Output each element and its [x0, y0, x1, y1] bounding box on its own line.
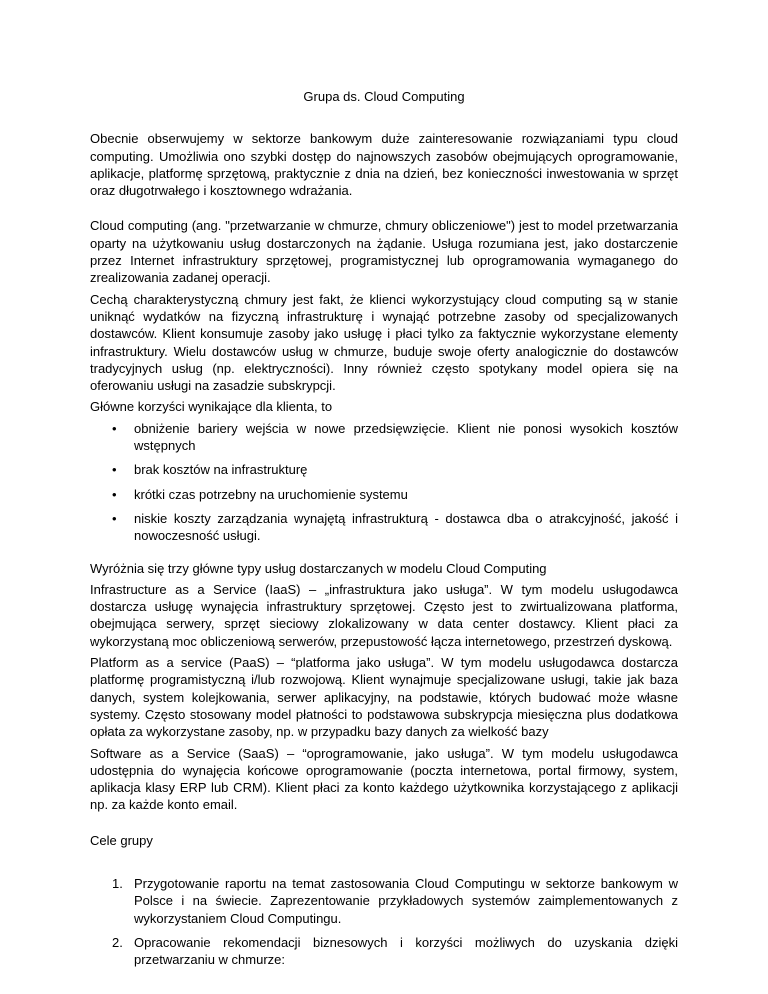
- benefits-intro: Główne korzyści wynikające dla klienta, to: [90, 399, 333, 415]
- bullet-icon: •: [112, 486, 117, 502]
- list-item: 2. Opracowanie rekomendacji biznesowych i korzyści możliwych do uzyskania dzięki przetwarzaniu w chmurze:: [112, 934, 678, 968]
- document-page: [90, 88, 678, 975]
- benefits-list: [90, 420, 678, 545]
- document-title: Grupa ds. Cloud Computing: [303, 89, 465, 104]
- bullet-icon: •: [112, 510, 117, 526]
- list-number: 2.: [112, 934, 123, 950]
- list-item: • niskie koszty zarządzania wynajętą infrastrukturą - dostawca dba o atrakcyjność, jakość i nowoczesność usługi.: [112, 510, 678, 544]
- definition-paragraph: Cloud computing (ang. "przetwarzanie w chmurze, chmury obliczeniowe") jest to model przetwarzania oparty na użytkowaniu usług dostarczonych na żądanie. Usługa rozumiana jest, jako dostarczenie przez Internet infrastruktury sprzętowej, programistycznej lub oprogramowania wymaganego do zrealizowania zadanej operacji.: [90, 218, 678, 286]
- saas-paragraph: Software as a Service (SaaS) – “oprogramowanie, jako usługa”. W tym modelu usługodawca udostępnia do wynajęcia końcowe oprogramowanie (poczta internetowa, portal firmowy, system, aplikacja klasy ERP lub CRM). Klient płaci za konto każdego użytkownika korzystającego z aplikacji np. za każde konto email.: [90, 745, 678, 813]
- list-number: 1.: [112, 875, 123, 891]
- bullet-icon: •: [112, 420, 117, 436]
- intro-paragraph: Obecnie obserwujemy w sektorze bankowym duże zainteresowanie rozwiązaniami typu cloud computing. Umożliwia ono szybki dostęp do najnowszych zasobów obejmujących oprogramowanie, aplikacje, platformę sprzętową, praktycznie z dnia na dzień, bez konieczności inwestowania w sprzęt oraz długotrwałego i kosztownego wdrażania.: [90, 131, 678, 199]
- characteristic-paragraph: Cechą charakterystyczną chmury jest fakt, że klienci wykorzystujący cloud computing są w stanie uniknąć wydatków na fizyczną infrastrukturę i wynająć potrzebne zasoby od specjalizowanych dostawców. Klient konsumuje zasoby jako usługę i płaci tylko za faktycznie wykorzystane elementy infrastruktury. Wielu dostawców usług w chmurze, buduje swoje oferty analogicznie do dostawców tradycyjnych usług (np. elektryczności). Inny również często spotykany model opiera się na oferowaniu usługi na zasadzie subskrypcji.: [90, 291, 678, 394]
- goals-list: [90, 875, 678, 968]
- list-item: • brak kosztów na infrastrukturę: [112, 462, 308, 478]
- list-item: 1. Przygotowanie raportu na temat zastosowania Cloud Computingu w sektorze bankowym w Polsce i na świecie. Zaprezentowanie przykładowych systemów zaimplementowanych z wykorzystaniem Cloud Computingu.: [112, 875, 678, 926]
- bullet-icon: •: [112, 462, 117, 478]
- goals-title: Cele grupy: [90, 832, 153, 848]
- list-item: • obniżenie bariery wejścia w nowe przedsięwzięcie. Klient nie ponosi wysokich kosztów wstępnych: [112, 420, 678, 454]
- iaas-paragraph: Infrastructure as a Service (IaaS) – „infrastruktura jako usługa”. W tym modelu usługodawca dostarcza usługę wynajęcia infrastruktury sprzętowej. Często jest to zwirtualizowana platforma, obejmująca serwery, sprzęt sieciowy zlokalizowany w data center dostawcy. Klient płaci za wykorzystaną moc obliczeniową serwerów, przepustowość łącza internetowego, przestrzeń dyskową.: [90, 581, 678, 649]
- paas-paragraph: Platform as a service (PaaS) – “platforma jako usługa”. W tym modelu usługodawca dostarcza platformę programistyczną i/lub rozwojową. Klient wynajmuje specjalizowane usługi, takie jak baza danych, system kolejkowania, serwer aplikacyjny, na podstawie, których budować może własne systemy. Często stosowany model płatności to podstawowa subskrypcja miesięczna plus dodatkowa opłata za wykorzystane zasoby, np. w przypadku bazy danych za wielkość bazy: [90, 655, 678, 740]
- list-item: • krótki czas potrzebny na uruchomienie systemu: [112, 486, 408, 502]
- types-intro: Wyróżnia się trzy główne typy usług dostarczanych w modelu Cloud Computing: [90, 560, 547, 576]
